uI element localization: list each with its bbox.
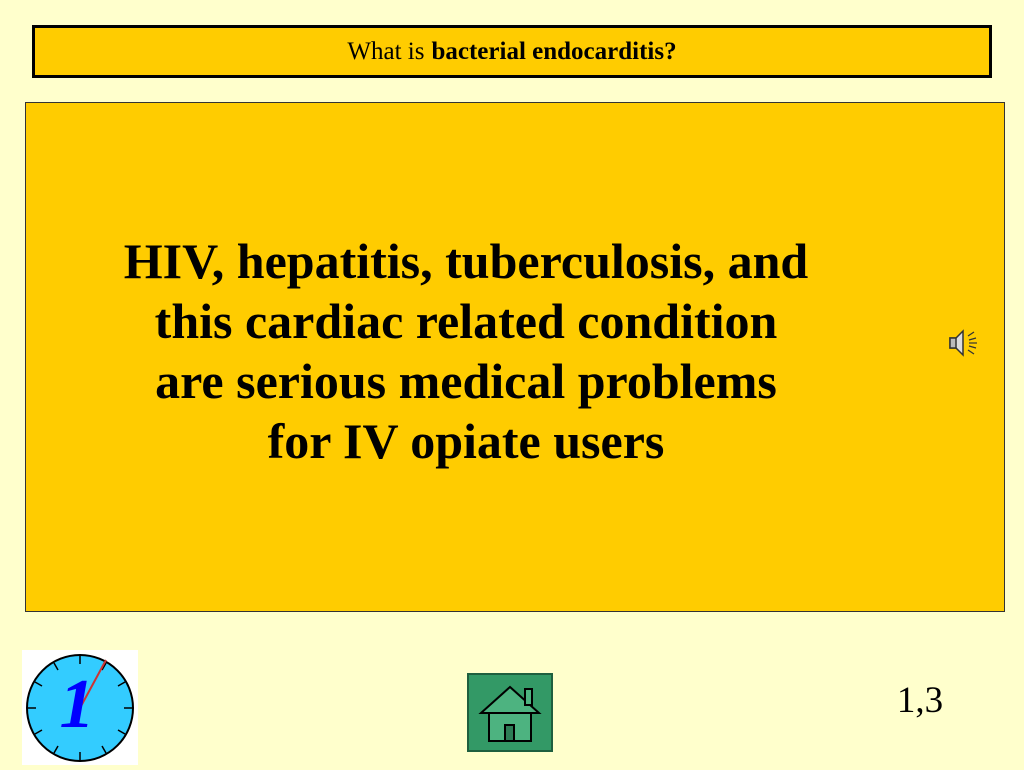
home-icon bbox=[469, 675, 551, 750]
timer bbox=[22, 650, 138, 765]
clue-line: this cardiac related condition bbox=[154, 293, 778, 349]
clue-line: for IV opiate users bbox=[267, 413, 665, 469]
clue-text bbox=[121, 231, 811, 471]
home-button[interactable] bbox=[467, 673, 553, 752]
speaker-icon[interactable] bbox=[944, 323, 984, 363]
answer-term: bacterial endocarditis? bbox=[431, 37, 677, 65]
clue-line: are serious medical problems bbox=[155, 353, 777, 409]
answer-bar bbox=[32, 25, 992, 78]
timer-value: 1 bbox=[59, 666, 95, 743]
answer-prefix: What is bbox=[347, 37, 425, 65]
clue-line: HIV, hepatitis, tuberculosis, and bbox=[123, 233, 809, 289]
clue-card bbox=[25, 102, 1005, 612]
slide-number: 1,3 bbox=[896, 680, 944, 721]
